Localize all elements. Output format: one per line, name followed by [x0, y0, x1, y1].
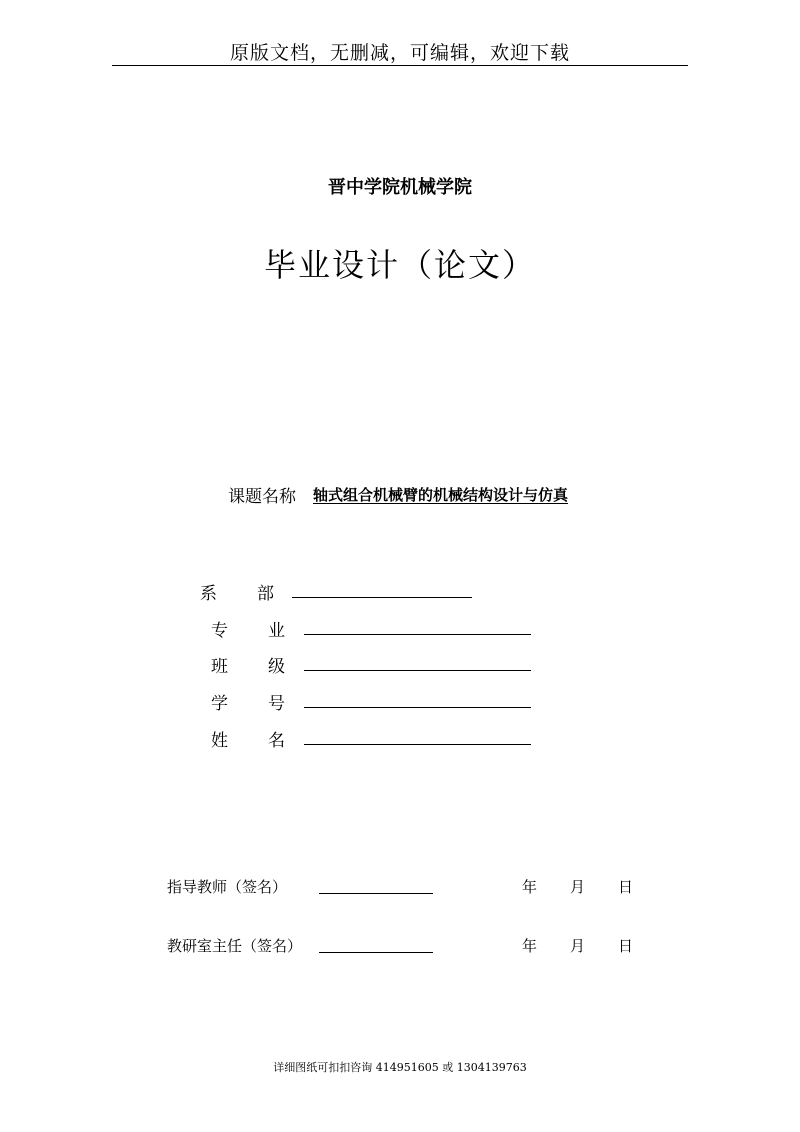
date-month: 月 — [570, 878, 586, 896]
field-underline — [304, 707, 531, 708]
signature-label: 指导教师（签名） — [167, 878, 288, 896]
school-name: 晋中学院机械学院 — [328, 177, 472, 198]
field-underline — [304, 670, 531, 671]
field-label-second-char: 名 — [268, 731, 285, 751]
footer-text: 详细图纸可扣扣咨询 414951605 或 1304139763 — [273, 1061, 527, 1074]
document-title: 毕业设计（论文） — [263, 246, 536, 284]
field-label-first-char: 系 — [200, 584, 217, 604]
header-text: 原版文档，无删减，可编辑，欢迎下载 — [229, 42, 570, 64]
topic-label: 课题名称 — [228, 487, 296, 507]
field-label-second-char: 业 — [268, 621, 285, 641]
signature-label: 教研室主任（签名） — [167, 937, 303, 955]
field-label-first-char: 姓 — [211, 731, 228, 751]
date-month: 月 — [570, 937, 586, 955]
signature-line[interactable] — [319, 893, 433, 894]
field-underline — [304, 634, 531, 635]
date-day: 日 — [618, 878, 634, 896]
date-day: 日 — [618, 937, 634, 955]
date-year: 年 — [522, 937, 538, 955]
field-underline — [292, 597, 472, 598]
header-rule — [112, 65, 688, 66]
field-label-first-char: 专 — [211, 621, 228, 641]
field-label-second-char: 号 — [268, 694, 285, 714]
field-label-first-char: 班 — [211, 657, 228, 677]
signature-line[interactable] — [319, 952, 433, 953]
field-label-first-char: 学 — [211, 694, 228, 714]
date-year: 年 — [522, 878, 538, 896]
field-underline — [304, 744, 531, 745]
field-label-second-char: 级 — [268, 657, 285, 677]
topic-value: 轴式组合机械臂的机械结构设计与仿真 — [313, 486, 569, 504]
field-label-second-char: 部 — [257, 584, 274, 604]
